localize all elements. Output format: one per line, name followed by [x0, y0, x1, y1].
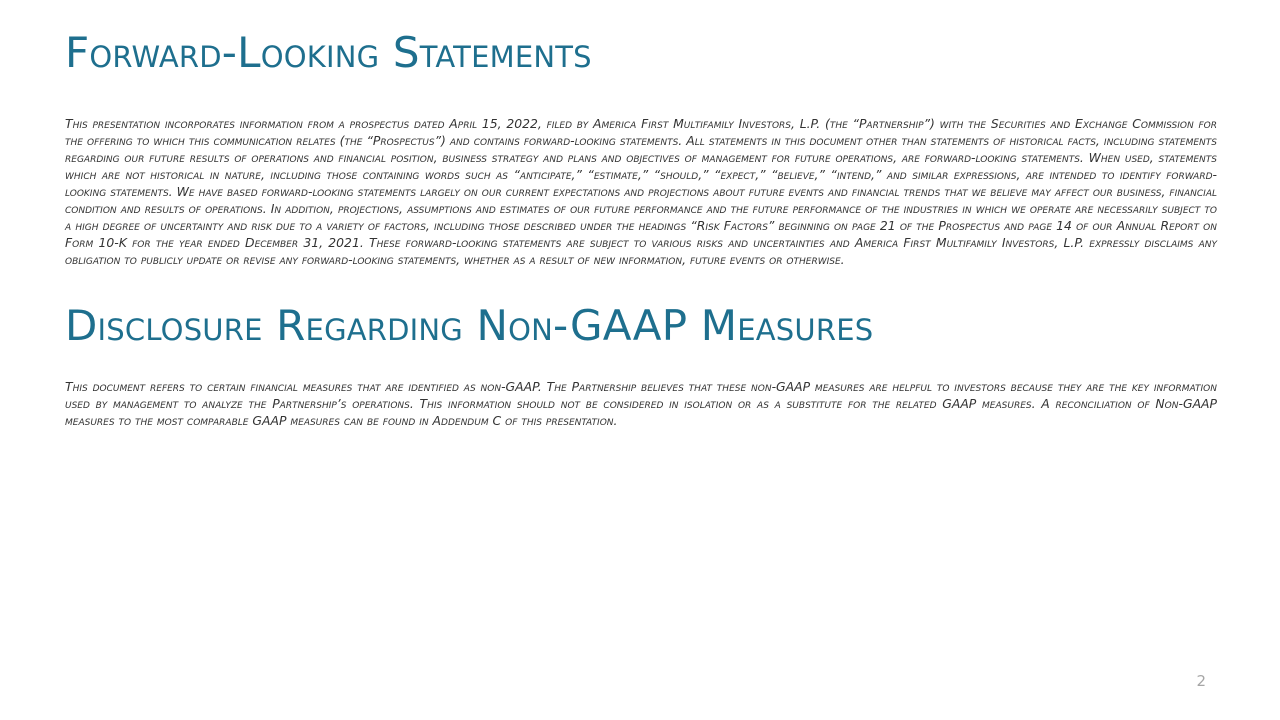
non-gaap-disclosure-title: Disclosure Regarding Non-GAAP Measures — [65, 301, 874, 350]
non-gaap-disclosure-paragraph: This document refers to certain financial measures that are identified as non-GAAP. The Partnership believes that these non-GAAP measures are helpful to investors because they are the key information used by management to analyze the Partnership’s operations. This information should not be considered in isolation or as a substitute for the related GAAP measures. A reconciliation of Non-GAAP measures to the most comparable GAAP measures can be found in Addendum C of this presentation. — [65, 379, 1217, 428]
page-number: 2 — [1196, 672, 1206, 690]
forward-looking-statements-paragraph: This presentation incorporates information from a prospectus dated April 15, 2022, filed by America First Multifamily Investors, L.P. (the “Partnership”) with the Securities and Exchange Commission for the offering to which this communication relates (the “Prospectus”) and contains forward-looking statements. All statements in this document other than statements of historical facts, including statements regarding our future results of operations and financial position, business strategy and plans and objectives of management for future operations, are forward-looking statements. When used, statements which are not historical in nature, including those containing words such as “anticipate,” “estimate,” “should,” “expect,” “believe,” “intend,” and similar expressions, are intended to identify forward-looking statements. We have based forward-looking statements largely on our current expectations and projections about future events and financial trends that we believe may affect our business, financial condition and results of operations. In addition, projections, assumptions and estimates of our future performance and the future performance of the industries in which we operate are necessarily subject to a high degree of uncertainty and risk due to a variety of factors, including those described under the headings “Risk Factors” beginning on page 21 of the Prospectus and page 14 of our Annual Report on Form 10-K for the year ended December 31, 2021. These forward-looking statements are subject to various risks and uncertainties and America First Multifamily Investors, L.P. expressly disclaims any obligation to publicly update or revise any forward-looking statements, whether as a result of new information, future events or otherwise. — [65, 116, 1217, 267]
forward-looking-statements-title: Forward-Looking Statements — [65, 28, 592, 77]
